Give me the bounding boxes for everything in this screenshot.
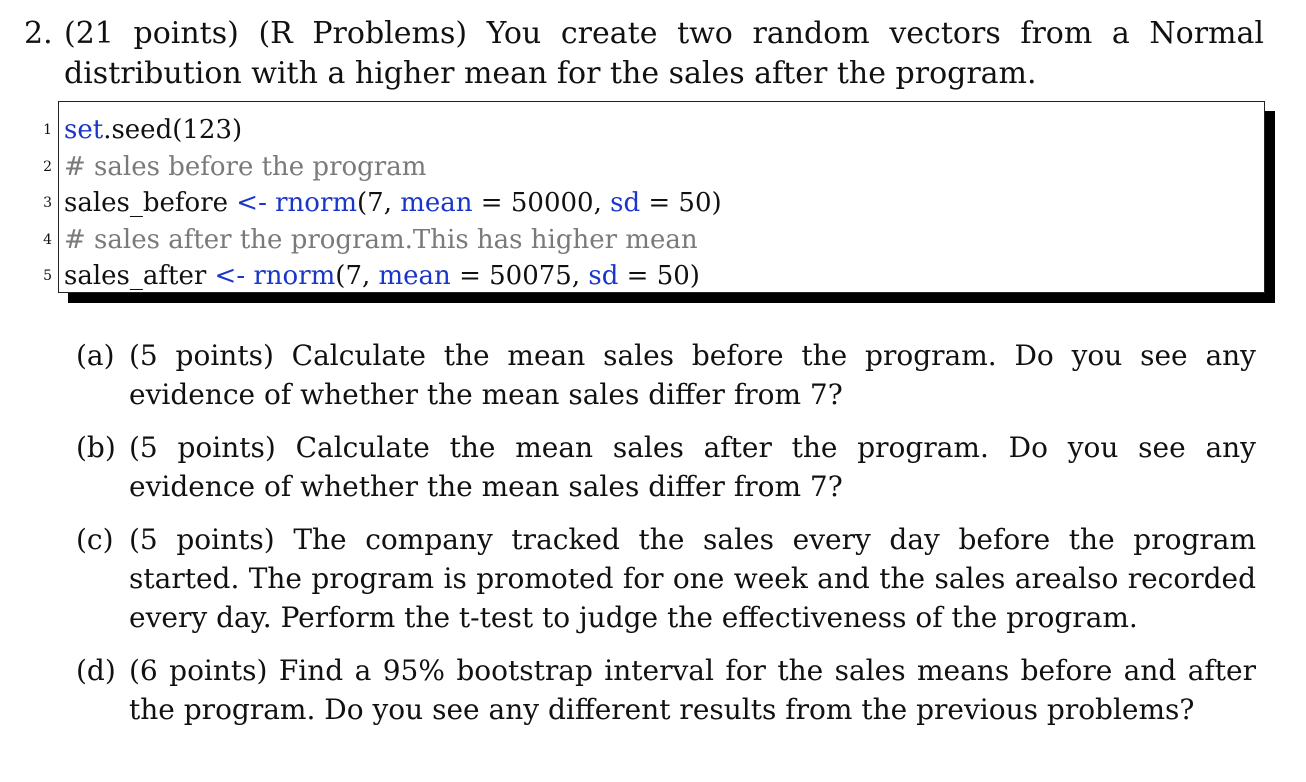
code-keyword: <- rnorm xyxy=(236,188,358,218)
code-text: = 50) xyxy=(618,261,700,291)
subquestion-label: (a) xyxy=(76,339,115,372)
code-keyword: mean xyxy=(378,261,451,291)
code-text: = 50000, xyxy=(472,188,611,218)
code-keyword: sd xyxy=(588,261,619,291)
code-line xyxy=(64,222,722,259)
code-keyword: mean xyxy=(400,188,473,218)
code-text: (7, xyxy=(335,261,379,291)
question-header xyxy=(24,14,1264,94)
subquestion-text: (5 points) The company tracked the sales every day before the program started. The program is promoted for one week and the sales arealso recorded every day. Perform the t-test to judge the effectiveness of the program. xyxy=(129,523,1256,634)
subquestion-item xyxy=(76,428,1256,506)
code-line-number: 5 xyxy=(43,268,52,284)
code-line-number: 2 xyxy=(43,158,52,175)
code-line xyxy=(64,185,722,222)
code-line xyxy=(64,112,722,149)
subquestion-item xyxy=(76,520,1256,637)
code-text: sales_before xyxy=(64,188,237,218)
code-line-number: 1 xyxy=(43,122,52,138)
subquestion-list xyxy=(76,336,1256,743)
code-text: = 50075, xyxy=(450,261,589,291)
code-text: = 50) xyxy=(640,188,722,218)
code-line-numbers xyxy=(30,112,52,295)
question-text: (21 points) (R Problems) You create two random vectors from a Normal distribution with a higher mean for the sales after the program. xyxy=(64,16,1264,91)
code-keyword: <- rnorm xyxy=(214,261,336,291)
code-text: sales_after xyxy=(64,261,215,291)
subquestion-text: (5 points) Calculate the mean sales before the program. Do you see any evidence of whether the mean sales differ from 7? xyxy=(129,339,1256,411)
subquestion-label: (d) xyxy=(76,654,116,687)
code-comment: # sales after the program.This has higher mean xyxy=(64,224,698,255)
code-text: .seed(123) xyxy=(103,115,243,145)
code-line xyxy=(64,149,722,186)
code-comment: # sales before the program xyxy=(64,151,427,182)
code-line xyxy=(64,258,722,295)
subquestion-item xyxy=(76,651,1256,729)
code-text: (7, xyxy=(357,188,401,218)
code-line-number: 3 xyxy=(43,195,52,211)
code-keyword: set xyxy=(64,115,104,145)
code-keyword: sd xyxy=(610,188,641,218)
subquestion-text: (6 points) Find a 95% bootstrap interval for the sales means before and after the program. Do you see any different results from the previous problems? xyxy=(129,654,1256,726)
question-number: 2. xyxy=(24,16,53,51)
subquestion-label: (c) xyxy=(76,523,114,556)
code-lines xyxy=(64,112,722,295)
subquestion-item xyxy=(76,336,1256,414)
subquestion-label: (b) xyxy=(76,431,116,464)
code-line-number: 4 xyxy=(43,231,52,248)
subquestion-text: (5 points) Calculate the mean sales after the program. Do you see any evidence of whether the mean sales differ from 7? xyxy=(129,431,1256,503)
